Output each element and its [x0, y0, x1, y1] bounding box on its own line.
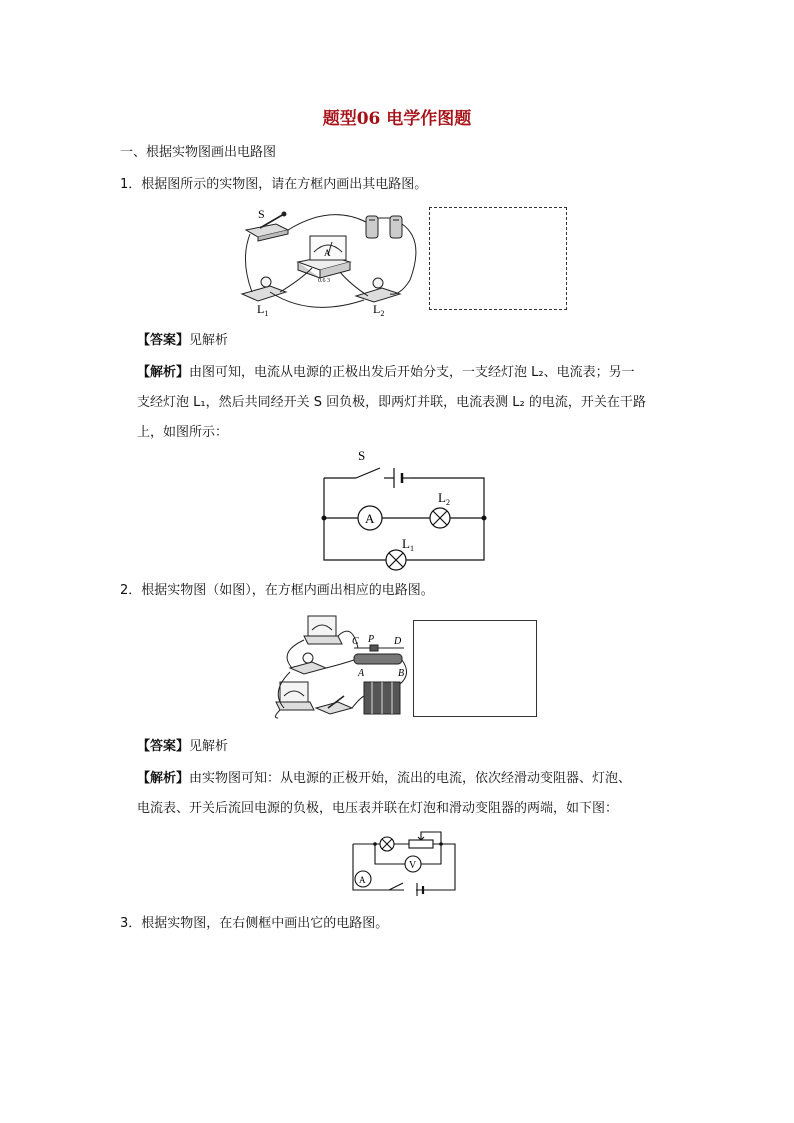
lamp-base: [290, 662, 326, 674]
lamp-2-label: $L_2$: [373, 302, 385, 318]
ammeter-face: [280, 682, 308, 702]
ammeter-letter: A: [324, 248, 331, 258]
switch-blade: [389, 883, 403, 890]
voltmeter-top: [308, 616, 336, 636]
lamp-2-base: [356, 288, 400, 302]
q2-analysis-line-1: 【解析】由实物图可知：从电源的正极开始，流出的电流，依次经滑动变阻器、灯泡、: [137, 771, 632, 786]
switch-blade: [356, 468, 380, 478]
circuit-lamp-2-label: $L_2$: [438, 490, 450, 507]
circuit-ammeter-letter: A: [359, 875, 366, 885]
lamp-1-bulb: [261, 277, 271, 287]
rheostat-label-d: D: [394, 636, 402, 647]
section-heading: 一、根据实物图画出电路图: [120, 145, 277, 160]
question-3-prompt: 3．根据实物图，在右侧框中画出它的电路图。: [120, 916, 389, 931]
rheostat-coil: [354, 654, 402, 664]
rheostat-label-b: B: [398, 668, 405, 679]
junction-right: [482, 516, 487, 521]
question-2-prompt: 2．根据实物图（如图），在方框内画出相应的电路图。: [120, 583, 434, 598]
ammeter-scale: 0.6 3: [318, 278, 330, 284]
battery-1: [366, 216, 378, 238]
circuit-ammeter-letter: A: [365, 511, 375, 526]
junction-left: [322, 516, 327, 521]
switch-label: S: [258, 207, 265, 221]
circuit-lamp-1-label: $L_1$: [402, 536, 414, 553]
lamp-1-label: $L_1$: [257, 302, 269, 318]
rheostat-symbol: [409, 840, 433, 848]
q2-analysis-line-2: 电流表、开关后流回电源的负极，电压表并联在灯泡和滑动变阻器的两端，如下图：: [137, 801, 619, 816]
rheostat-label-c: C: [352, 636, 359, 647]
lamp-1-base: [242, 286, 286, 301]
lamp-bulb: [303, 653, 313, 663]
lamp-2-bulb: [373, 278, 383, 288]
q1-physical-diagram: [240, 200, 420, 322]
q2-answer: 【答案】见解析: [137, 739, 229, 754]
circuit-switch-label: S: [358, 448, 366, 463]
battery-2: [390, 216, 402, 238]
question-1-prompt: 1．根据图所示的实物图，请在方框内画出其电路图。: [120, 177, 428, 192]
q1-circuit-diagram: [310, 444, 500, 574]
page-title: 题型06 电学作图题: [322, 109, 472, 129]
circuit-voltmeter-letter: V: [409, 860, 417, 871]
rheostat-label-p: P: [368, 634, 375, 645]
q1-analysis-line-1: 【解析】由图可知，电流从电源的正极出发后开始分支，一支经灯泡 L₂、电流表；另一: [137, 365, 635, 380]
q1-answer: 【答案】见解析: [137, 333, 229, 348]
q2-circuit-diagram: [345, 828, 460, 896]
q1-answer-box: [429, 207, 567, 310]
q2-physical-diagram: [268, 612, 413, 720]
rheostat-slider: [370, 645, 378, 651]
q2-answer-box: [413, 620, 537, 717]
q1-analysis-line-3: 上，如图所示：: [137, 425, 229, 440]
q1-analysis-line-2: 支经灯泡 L₁，然后共同经开关 S 回负极，即两灯并联，电流表测 L₂ 的电流，开关在干路: [137, 395, 646, 410]
rheostat-label-a: A: [358, 668, 365, 679]
